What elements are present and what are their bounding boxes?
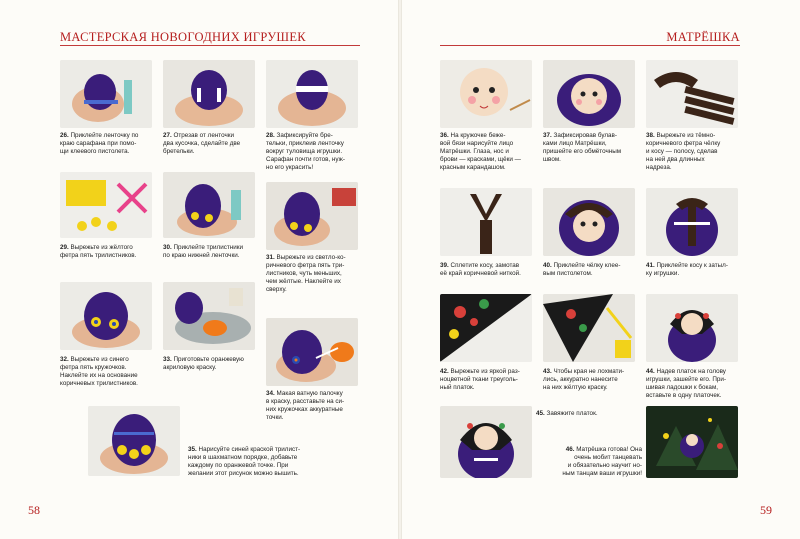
step-30-photo xyxy=(163,172,255,238)
step-44-caption: 44. Надев платок на голову игрушки, зашейте его. При- шивая ладошки к бокам, вставьте в одну платочек. xyxy=(646,368,727,399)
step-33-caption: 33. Приготовьте оранжевую акриловую краску. xyxy=(163,356,244,371)
right-page-number: 59 xyxy=(760,503,772,517)
step-46-photo xyxy=(646,406,738,478)
right-page-header: МАТРЁШКА xyxy=(666,30,740,44)
right-header-rule xyxy=(440,45,740,46)
step-41-caption: 41. Приклейте косу к затыл- ку игрушки. xyxy=(646,262,728,277)
book-gutter xyxy=(398,0,402,539)
step-31-photo xyxy=(266,182,358,250)
step-28-photo xyxy=(266,60,358,128)
step-34-photo xyxy=(266,318,358,386)
left-page-number: 58 xyxy=(28,503,40,517)
step-32-caption: 32. Вырежьте из синего фетра пять кружочков. Наклейте их на основание коричневых трилистников. xyxy=(60,356,138,387)
step-37-photo xyxy=(543,60,635,128)
step-38-photo xyxy=(646,60,738,128)
step-27-photo xyxy=(163,60,255,128)
step-40-photo xyxy=(543,188,635,256)
step-36-photo xyxy=(440,60,532,128)
left-header-rule xyxy=(60,45,360,46)
step-43-caption: 43. Чтобы края не лохмати- лись, аккуратно нанесите на них жёлтую краску. xyxy=(543,368,625,391)
step-29-photo xyxy=(60,172,152,238)
step-42-caption: 42. Вырежьте из яркой раз- ноцветной ткани треуголь- ный платок. xyxy=(440,368,520,391)
step-39-caption: 39. Сплетите косу, замотав её край коричневой ниткой. xyxy=(440,262,521,277)
step-43-photo xyxy=(543,294,635,362)
step-29-caption: 29. Вырежьте из жёлтого фетра пять трилистников. xyxy=(60,244,137,259)
step-30-caption: 30. Приклейте трилистники по краю нижней ленточки. xyxy=(163,244,244,259)
step-36-caption: 36. На кружочке беже- вой бязи нарисуйте лицо Матрёшки. Глаза, нос и брови — красками, щёки — красным карандашом. xyxy=(440,132,521,171)
step-42-photo xyxy=(440,294,532,362)
step-31-caption: 31. Вырежьте из светло-ко- ричневого фетра пять три- листников, чуть меньших, чем жёлтые. Наклейте их сверху. xyxy=(266,254,346,293)
step-44-photo xyxy=(646,294,738,362)
step-39-photo xyxy=(440,188,532,256)
step-45-photo xyxy=(440,406,532,478)
step-33-photo xyxy=(163,282,255,350)
step-34-caption: 34. Макая ватную палочку в краску, расставьте на си- них кружочках аккуратные точки. xyxy=(266,390,345,421)
step-46-caption: 46. Матрёшка готова! Она очень мобит танцевать и обязательно научит но- ным танцам ваши игрушки! xyxy=(562,446,642,477)
step-45-caption: 45. Завяжите платок. xyxy=(536,410,598,417)
step-27-caption: 27. Отрезав от ленточки два кусочка, сделайте две бретельки. xyxy=(163,132,241,155)
step-41-photo xyxy=(646,188,738,256)
step-37-caption: 37. Зафиксировав булав- ками лицо Матрёшки, пришейте его обмёточным швом. xyxy=(543,132,622,163)
step-35-caption: 35. Нарисуйте синей краской трилист- ники в шахматном порядке, добавьте каждому по оранжевой точке. При желании этот рисунок можно вышить. xyxy=(188,446,301,477)
left-page-header: МАСТЕРСКАЯ НОВОГОДНИХ ИГРУШЕК xyxy=(60,30,306,44)
step-35-photo xyxy=(88,406,180,476)
step-38-caption: 38. Вырежьте из тёмно- коричневого фетра чёлку и косу — полосу, сделав на ней два длинных надреза. xyxy=(646,132,721,171)
step-26-photo xyxy=(60,60,152,128)
step-32-photo xyxy=(60,282,152,350)
step-26-caption: 26. Приклейте ленточку по краю сарафана при помо- щи клеевого пистолета. xyxy=(60,132,139,155)
step-28-caption: 28. Зафиксируйте бре- тельки, приклеив ленточку вокруг туловища игрушки. Сарафан почти готов, нуж- но его украсить! xyxy=(266,132,345,171)
step-40-caption: 40. Приклейте чёлку клее- вым пистолетом. xyxy=(543,262,621,277)
